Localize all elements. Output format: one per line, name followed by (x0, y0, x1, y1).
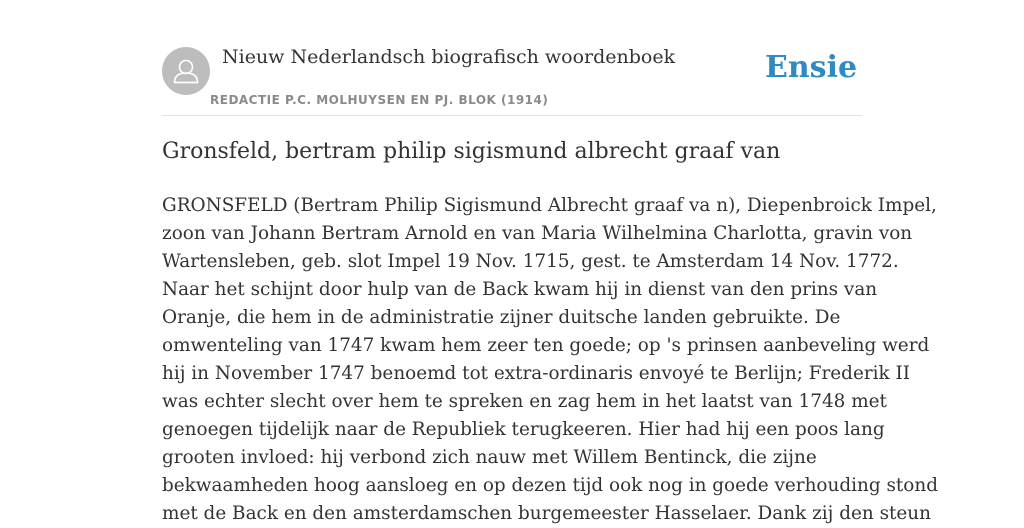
article-body (162, 192, 938, 528)
article-line: Naar het schijnt door hulp van de Back kwam hij in dienst van den prins van (162, 279, 878, 300)
article-line: genoegen tijdelijk naar de Republiek terugkeeren. Hier had hij een poos lang (162, 419, 885, 440)
article-line: Wartensleben, geb. slot Impel 19 Nov. 1715, gest. te Amsterdam 14 Nov. 1772. (162, 251, 899, 272)
article-line: met de Back en den amsterdamschen burgemeester Hasselaer. Dank zij den steun (162, 503, 931, 524)
article-line: GRONSFELD (Bertram Philip Sigismund Albrecht graaf va n), Diepenbroick Impel, (162, 195, 937, 216)
article-line: was echter slecht over hem te spreken en zag hem in het laatst van 1748 met (162, 391, 887, 412)
article-line: Oranje, die hem in de administratie zijner duitsche landen gebruikte. De (162, 307, 841, 328)
article-line: hij in November 1747 benoemd tot extra-ordinaris envoyé te Berlijn; Frederik II (162, 363, 911, 384)
article-line: omwenteling van 1747 kwam hem zeer ten goede; op 's prinsen aanbeveling werd (162, 335, 930, 356)
brand-logo[interactable]: Ensie (765, 50, 858, 85)
person-icon (162, 47, 210, 95)
article-line: grooten invloed: hij verbond zich nauw met Willem Bentinck, die zijne (162, 447, 817, 468)
source-title[interactable]: Nieuw Nederlandsch biografisch woordenboek (222, 46, 676, 68)
article-line: bekwaamheden hoog aansloeg en op dezen tijd ook nog in goede verhouding stond (162, 475, 938, 496)
source-editors: REDACTIE P.C. MOLHUYSEN EN PJ. BLOK (1914) (210, 93, 549, 107)
article-title: Gronsfeld, bertram philip sigismund albrecht graaf van (162, 139, 781, 164)
header-divider (162, 115, 862, 116)
article-line: zoon van Johann Bertram Arnold en van Maria Wilhelmina Charlotta, gravin von (162, 223, 913, 244)
avatar[interactable] (162, 47, 210, 95)
